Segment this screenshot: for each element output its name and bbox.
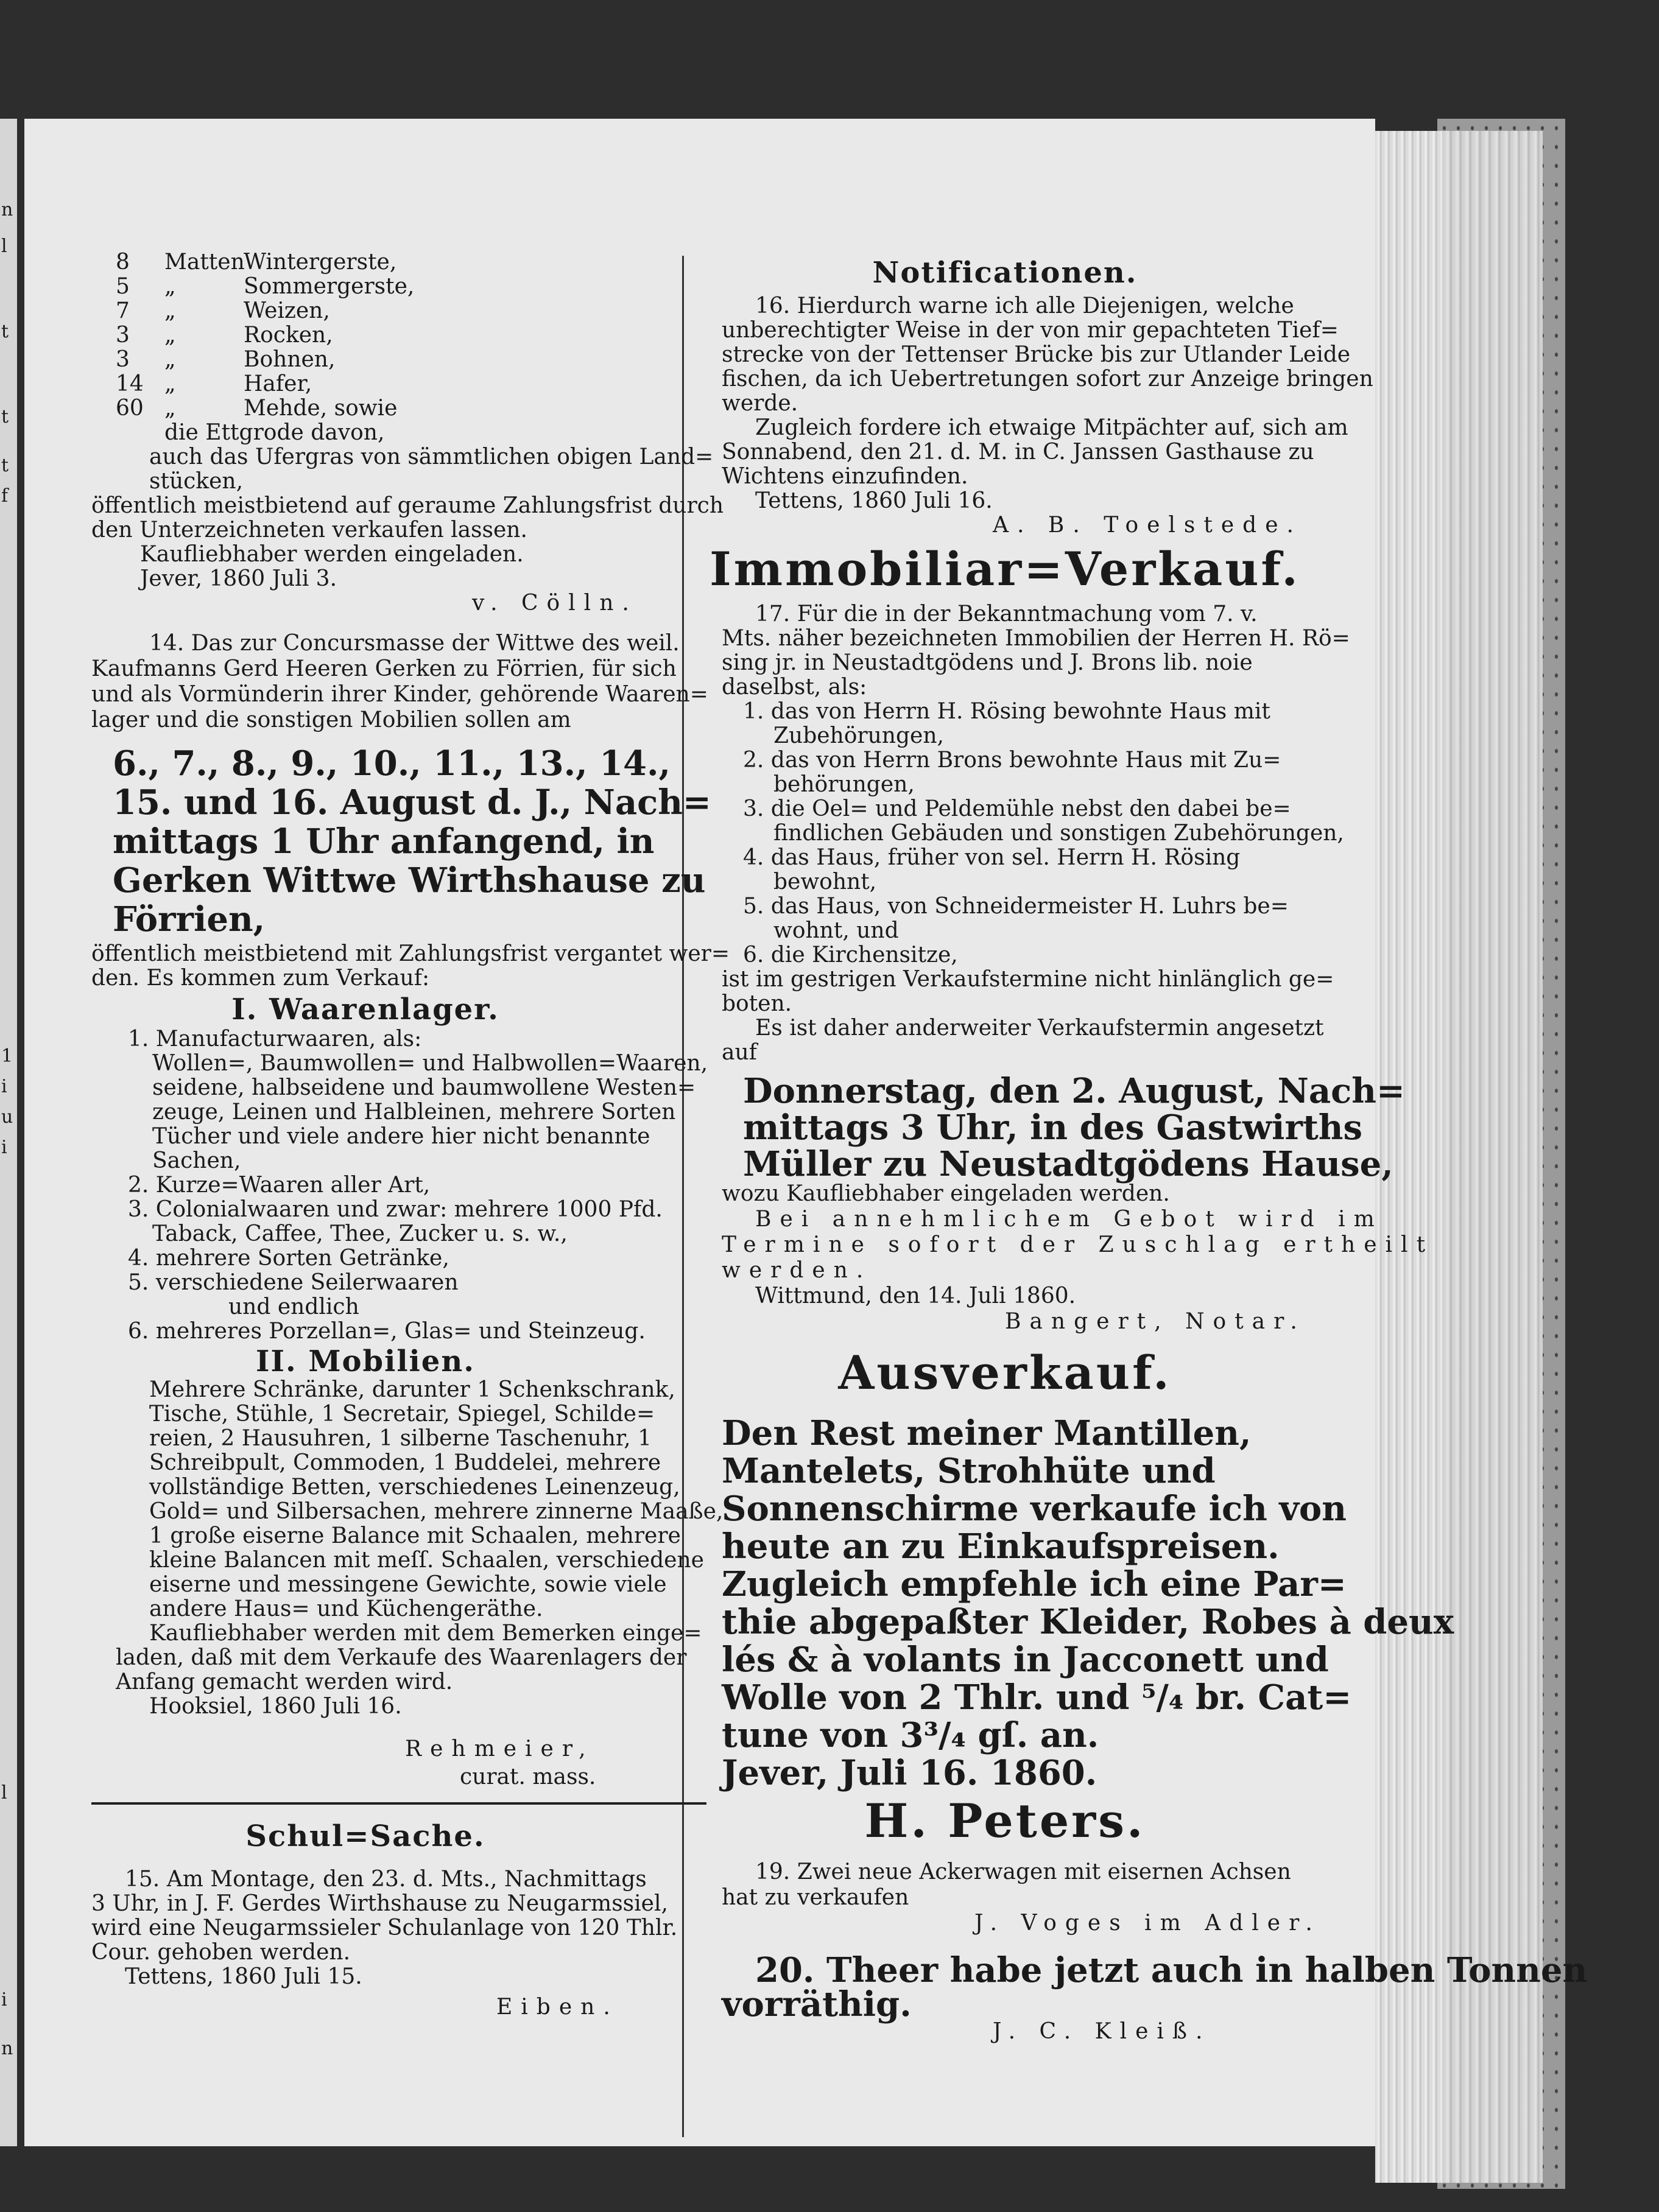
- auction-date-line: 6., 7., 8., 9., 10., 11., 13., 14.,: [113, 743, 671, 784]
- margin-fragment: n: [1, 199, 13, 220]
- margin-fragment: i: [1, 1076, 7, 1097]
- margin-fragment: t: [1, 321, 9, 342]
- notice-17-line: 2. das von Herrn Brons bewohnte Haus mit Zu=: [743, 748, 1281, 773]
- signature: Eiben.: [496, 1995, 619, 2020]
- clearance-sale-line: lés & à volants in Jacconett und: [722, 1640, 1329, 1680]
- furniture-line: andere Haus= und Küchengeräthe.: [149, 1596, 543, 1621]
- notice-16-line: werde.: [722, 391, 798, 416]
- notice-17-line: 6. die Kirchensitze,: [743, 943, 958, 967]
- margin-fragment: l: [1, 1782, 7, 1803]
- notice-17-line: Zubehörungen,: [773, 723, 944, 748]
- crop-unit: „: [164, 396, 176, 421]
- section-rule: [91, 1802, 706, 1805]
- goods-item: Taback, Caffee, Thee, Zucker u. s. w.,: [152, 1221, 568, 1246]
- margin-fragment: u: [1, 1106, 13, 1128]
- crop-item: Mehde, sowie: [244, 396, 398, 421]
- notice-17-line: Es ist daher anderweiter Verkaufstermin angesetzt: [755, 1016, 1324, 1041]
- goods-item: 1. Manufacturwaaren, als:: [128, 1027, 422, 1052]
- furniture-line: laden, daß mit dem Verkaufe des Waarenlagers der: [116, 1645, 687, 1670]
- furniture-line: Hooksiel, 1860 Juli 16.: [149, 1694, 402, 1719]
- crop-item: Sommergerste,: [244, 274, 415, 299]
- notice-17-line: bewohnt,: [773, 869, 877, 894]
- notice-20-line: vorräthig.: [722, 1984, 912, 2024]
- clearance-sale-line: Jever, Juli 16. 1860.: [722, 1753, 1097, 1793]
- signature: J. C. Kleiß.: [993, 2019, 1211, 2044]
- crop-item: Weizen,: [244, 298, 330, 323]
- crop-unit: „: [164, 371, 176, 396]
- crop-item: Hafer,: [244, 371, 312, 396]
- notice-17-line: behörungen,: [773, 772, 915, 797]
- furniture-line: 1 große eiserne Balance mit Schaalen, mehrere: [149, 1523, 681, 1548]
- goods-item: Wollen=, Baumwollen= und Halbwollen=Waaren,: [152, 1051, 708, 1076]
- goods-item: 2. Kurze=Waaren aller Art,: [128, 1173, 431, 1198]
- notice-19-line: 19. Zwei neue Ackerwagen mit eisernen Achsen: [755, 1859, 1291, 1884]
- crop-quantity: 8: [116, 250, 130, 275]
- notice-16-line: fischen, da ich Uebertretungen sofort zur Anzeige bringen: [722, 367, 1373, 391]
- text-line: werden.: [722, 1258, 872, 1283]
- notice-17-line: boten.: [722, 991, 792, 1016]
- sale-date-line: Müller zu Neustadtgödens Hause,: [743, 1144, 1393, 1184]
- notice-14-line: Kaufmanns Gerd Heeren Gerken zu Förrien, für sich: [91, 656, 677, 681]
- clearance-sale-line: heute an zu Einkaufspreisen.: [722, 1526, 1280, 1567]
- clearance-sale-line: Mantelets, Strohhüte und: [722, 1451, 1216, 1491]
- margin-fragment: i: [1, 1137, 7, 1158]
- crop-quantity: 3: [116, 323, 130, 348]
- notice-17-line: daselbst, als:: [722, 675, 867, 700]
- clearance-sale-line: tune von 3³/₄ gſ. an.: [722, 1715, 1099, 1755]
- crop-quantity: 7: [116, 298, 130, 323]
- clearance-sale-line: thie abgepaßter Kleider, Robes à deux: [722, 1602, 1454, 1642]
- text-line: öffentlich meistbietend auf geraume Zahlungsfrist durch: [91, 493, 724, 518]
- notice-16-line: unberechtigter Weise in der von mir gepachteten Tief=: [722, 318, 1339, 343]
- section-heading: Schul=Sache.: [245, 1819, 485, 1853]
- margin-fragment: t: [1, 406, 9, 427]
- signature: J. Voges im Adler.: [974, 1911, 1321, 1936]
- notice-19-line: hat zu verkaufen: [722, 1885, 909, 1910]
- auction-date-line: 15. und 16. August d. J., Nach=: [113, 782, 711, 823]
- notice-16-line: Tettens, 1860 Juli 16.: [755, 488, 993, 513]
- crop-quantity: 14: [116, 371, 144, 396]
- clearance-sale-line: Sonnenschirme verkaufe ich von: [722, 1489, 1347, 1529]
- signature: v. Cölln.: [472, 591, 638, 616]
- crop-unit: „: [164, 347, 176, 372]
- notice-17-line: 4. das Haus, früher von sel. Herrn H. Rösing: [743, 845, 1241, 870]
- crop-quantity: 3: [116, 347, 130, 372]
- signature: Bangert, Notar.: [1005, 1309, 1306, 1334]
- margin-fragment: f: [1, 485, 9, 507]
- margin-fragment: n: [1, 2038, 13, 2059]
- goods-item: 4. mehrere Sorten Getränke,: [128, 1246, 449, 1271]
- notice-14-line: und als Vormünderin ihrer Kinder, gehörende Waaren=: [91, 682, 708, 707]
- text-line: öffentlich meistbietend mit Zahlungsfrist vergantet wer=: [91, 941, 730, 966]
- notice-16-line: Wichtens einzufinden.: [722, 464, 968, 489]
- goods-item: Tücher und viele andere hier nicht benannte: [152, 1124, 650, 1149]
- goods-item: Sachen,: [152, 1148, 241, 1173]
- notice-15-line: Cour. gehoben werden.: [91, 1940, 351, 1965]
- text-line: Bei annehmlichem Gebot wird im: [755, 1207, 1383, 1232]
- notice-17-line: 1. das von Herrn H. Rösing bewohnte Haus mit: [743, 699, 1270, 724]
- newspaper-page: [24, 119, 1588, 2146]
- crop-item: Rocken,: [244, 323, 333, 348]
- margin-fragment: l: [1, 236, 7, 257]
- crop-unit: „: [164, 323, 176, 348]
- text-line: den Unterzeichneten verkaufen lassen.: [91, 518, 527, 542]
- crop-unit: „: [164, 298, 176, 323]
- notice-17-line: ist im gestrigen Verkaufstermine nicht hinlänglich ge=: [722, 967, 1334, 992]
- section-heading: II. Mobilien.: [256, 1344, 475, 1378]
- section-heading: Notificationen.: [872, 256, 1138, 290]
- notice-15-line: 3 Uhr, in J. F. Gerdes Wirthshause zu Neugarmssiel,: [91, 1891, 668, 1916]
- text-line: auch das Ufergras von sämmtlichen obigen Land=: [149, 444, 714, 469]
- clearance-sale-line: Den Rest meiner Mantillen,: [722, 1413, 1252, 1453]
- notice-17-line: wohnt, und: [773, 918, 899, 943]
- margin-fragment: 1: [1, 1045, 13, 1067]
- signature: H. Peters.: [864, 1794, 1146, 1848]
- text-line: Jever, 1860 Juli 3.: [140, 566, 337, 591]
- furniture-line: vollständige Betten, verschiedenes Leinenzeug,: [149, 1475, 680, 1500]
- clearance-sale-line: Zugleich empfehle ich eine Par=: [722, 1564, 1347, 1604]
- auction-date-line: mittags 1 Uhr anfangend, in: [113, 821, 655, 862]
- furniture-line: Schreibpult, Commoden, 1 Buddelei, mehrere: [149, 1450, 661, 1475]
- notice-15-line: wird eine Neugarmssieler Schulanlage von 120 Thlr.: [91, 1915, 678, 1940]
- crop-quantity: 60: [116, 396, 144, 421]
- furniture-line: kleine Balancen mit meſſ. Schaalen, verschiedene: [149, 1548, 704, 1573]
- notice-16-line: Sonnabend, den 21. d. M. in C. Janssen Gasthause zu: [722, 440, 1314, 465]
- text-line: wozu Kaufliebhaber eingeladen werden.: [722, 1181, 1170, 1206]
- furniture-line: Kaufliebhaber werden mit dem Bemerken einge=: [149, 1621, 702, 1646]
- crop-unit: „: [164, 274, 176, 299]
- notice-14-line: 14. Das zur Concursmasse der Wittwe des weil.: [149, 631, 680, 656]
- margin-fragment: t: [1, 455, 9, 476]
- section-heading: Ausverkauf.: [838, 1346, 1172, 1400]
- notice-17-line: 5. das Haus, von Schneidermeister H. Luhrs be=: [743, 894, 1289, 919]
- goods-item: seidene, halbseidene und baumwollene Westen=: [152, 1075, 696, 1100]
- sale-date-line: Donnerstag, den 2. August, Nach=: [743, 1071, 1405, 1111]
- notice-16-line: strecke von der Tettenser Brücke bis zur Utlander Leide: [722, 342, 1351, 367]
- goods-item: 6. mehreres Porzellan=, Glas= und Steinzeug.: [128, 1319, 646, 1344]
- auction-date-line: Förrien,: [113, 899, 266, 939]
- text-line: Wittmund, den 14. Juli 1860.: [755, 1283, 1076, 1308]
- furniture-line: Tische, Stühle, 1 Secretair, Spiegel, Schilde=: [149, 1402, 655, 1427]
- text-line: Kaufliebhaber werden eingeladen.: [140, 542, 524, 567]
- furniture-line: reien, 2 Hausuhren, 1 silberne Taschenuhr, 1: [149, 1426, 652, 1451]
- crop-item: Bohnen,: [244, 347, 336, 372]
- goods-item: 5. verschiedene Seilerwaaren: [128, 1270, 459, 1295]
- notice-17-line: sing jr. in Neustadtgödens und J. Brons lib. noie: [722, 650, 1253, 675]
- goods-item: zeuge, Leinen und Halbleinen, mehrere Sorten: [152, 1100, 676, 1125]
- signature: Rehmeier,: [405, 1736, 594, 1761]
- notice-20-line: 20. Theer habe jetzt auch in halben Tonnen: [755, 1950, 1588, 1990]
- section-heading: I. Waarenlager.: [231, 992, 499, 1027]
- text-line: stücken,: [149, 469, 244, 494]
- margin-fragment: i: [1, 1989, 7, 2010]
- notice-17-line: auf: [722, 1040, 757, 1065]
- crop-quantity: 5: [116, 274, 130, 299]
- notice-16-line: Zugleich fordere ich etwaige Mitpächter auf, sich am: [755, 415, 1348, 440]
- text-line: die Ettgrode davon,: [164, 420, 385, 445]
- text-line: Termine sofort der Zuschlag ertheilt: [722, 1232, 1434, 1257]
- furniture-line: Anfang gemacht werden wird.: [116, 1670, 453, 1694]
- notice-15-line: Tettens, 1860 Juli 15.: [125, 1964, 362, 1989]
- notice-17-line: findlichen Gebäuden und sonstigen Zubehörungen,: [773, 821, 1344, 846]
- notice-14-line: lager und die sonstigen Mobilien sollen am: [91, 707, 571, 732]
- notice-17-line: 17. Für die in der Bekanntmachung vom 7. v.: [755, 602, 1258, 627]
- clearance-sale-line: Wolle von 2 Thlr. und ⁵/₄ br. Cat=: [722, 1677, 1352, 1718]
- furniture-line: eiserne und messingene Gewichte, sowie viele: [149, 1572, 667, 1597]
- notice-17-line: Mts. näher bezeichneten Immobilien der Herren H. Rö=: [722, 626, 1350, 651]
- furniture-line: Gold= und Silbersachen, mehrere zinnerne Maaße,: [149, 1499, 724, 1524]
- signature: A. B. Toelstede.: [993, 513, 1302, 538]
- goods-item: 3. Colonialwaaren und zwar: mehrere 1000 Pfd.: [128, 1197, 663, 1222]
- crop-item: Wintergerste,: [244, 250, 397, 275]
- text-line: den. Es kommen zum Verkauf:: [91, 966, 430, 991]
- notice-15-line: 15. Am Montage, den 23. d. Mts., Nachmittags: [125, 1867, 647, 1892]
- notice-17-line: 3. die Oel= und Peldemühle nebst den dabei be=: [743, 796, 1291, 821]
- goods-item: und endlich: [228, 1294, 359, 1319]
- column-rule: [682, 256, 684, 2137]
- sale-date-line: mittags 3 Uhr, in des Gastwirths: [743, 1108, 1363, 1148]
- furniture-line: Mehrere Schränke, darunter 1 Schenkschrank,: [149, 1377, 675, 1402]
- crop-unit: Matten: [164, 250, 245, 275]
- notice-16-line: 16. Hierdurch warne ich alle Diejenigen, welche: [755, 293, 1294, 318]
- section-heading: Immobiliar=Verkauf.: [710, 542, 1300, 596]
- signature-title: curat. mass.: [460, 1764, 596, 1789]
- auction-date-line: Gerken Wittwe Wirthshause zu: [113, 860, 706, 901]
